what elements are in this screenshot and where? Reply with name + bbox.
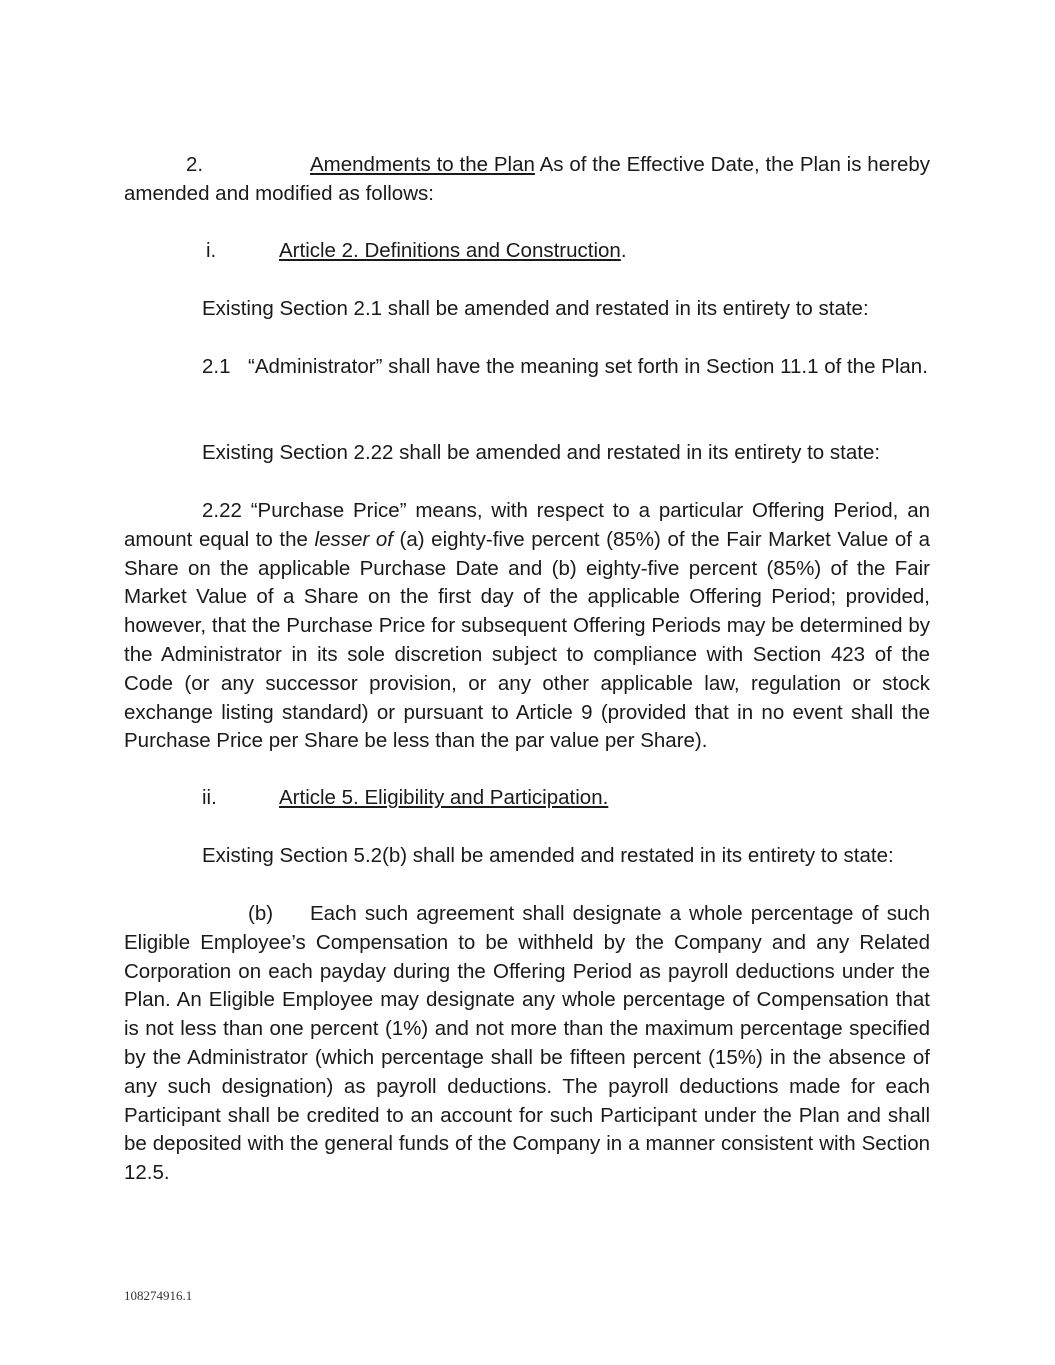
document-id-footer: 108274916.1 xyxy=(124,1288,193,1303)
section-2-1-block xyxy=(202,353,930,382)
item-ii-heading: Article 5. Eligibility and Participation. xyxy=(279,786,609,809)
section-5-2b-text: Each such agreement shall designate a whole percentage of such Eligible Employee’s Compensation to be withheld by the Company and any Related Corporation on each payday during the Offering Period as payroll deductions under the Plan. An Eligible Employee may designate any whole percentage of Compensation that is not less than one percent (1%) and not more than the maximum percentage specified by the Administrator (which percentage shall be fifteen percent (15%) in the absence of any such designation) as payroll deductions. The payroll deductions made for each Participant shall be credited to an account for such Participant under the Plan and shall be deposited with the general funds of the Company in a manner consistent with Section 12.5. xyxy=(124,902,930,1185)
item-i-period: . xyxy=(620,239,627,262)
section-2-1-text: “Administrator” shall have the meaning set forth in Section 11.1 of the Plan. xyxy=(248,355,928,378)
intro-section-2-22: Existing Section 2.22 shall be amended and restated in its entirety to state: xyxy=(202,441,881,464)
section-2-text: As of the Effective Date, the Plan is hereby amended and modified as follows: xyxy=(124,153,930,205)
item-i-numeral: i. xyxy=(206,239,217,262)
intro-section-5-2b: Existing Section 5.2(b) shall be amended and restated in its entirety to state: xyxy=(202,844,894,867)
section-2-paragraph xyxy=(124,151,930,209)
section-2-22-italic: lesser of xyxy=(314,527,393,551)
section-2-22-text-part2: (a) eighty-five percent (85%) of the Fair Market Value of a Share on the applicable Purchase Date and (b) eighty-five percent (85%) of the Fair Market Value of a Share on the first day of the applicable Offering Period; provided, however, that the Purchase Price for subsequent Offering Periods may be determined by the Administrator in its sole discretion subject to compliance with Section 423 of the Code (or any successor provision, or any other applicable law, regulation or stock exchange listing standard) or pursuant to Article 9 (provided that in no event shall the Purchase Price per Share be less than the par value per Share). xyxy=(124,527,931,753)
section-2-heading: Amendments to the Plan xyxy=(310,153,535,176)
item-i-heading: Article 2. Definitions and Construction xyxy=(279,239,621,262)
section-2-22-paragraph xyxy=(124,497,930,756)
section-2-number: 2. xyxy=(186,153,204,176)
section-2-22-text-part1: 2.22 “Purchase Price” means, with respect to a particular Offering Period, an amount equal to the xyxy=(124,499,930,551)
intro-section-2-1: Existing Section 2.1 shall be amended and restated in its entirety to state: xyxy=(202,297,869,320)
section-5-2b-paragraph xyxy=(124,900,930,1188)
section-5-2b-label: (b) xyxy=(248,902,274,925)
item-ii-numeral: ii. xyxy=(202,786,217,809)
section-2-1-label: 2.1 xyxy=(202,355,231,378)
item-i-heading-wrap xyxy=(279,237,627,266)
